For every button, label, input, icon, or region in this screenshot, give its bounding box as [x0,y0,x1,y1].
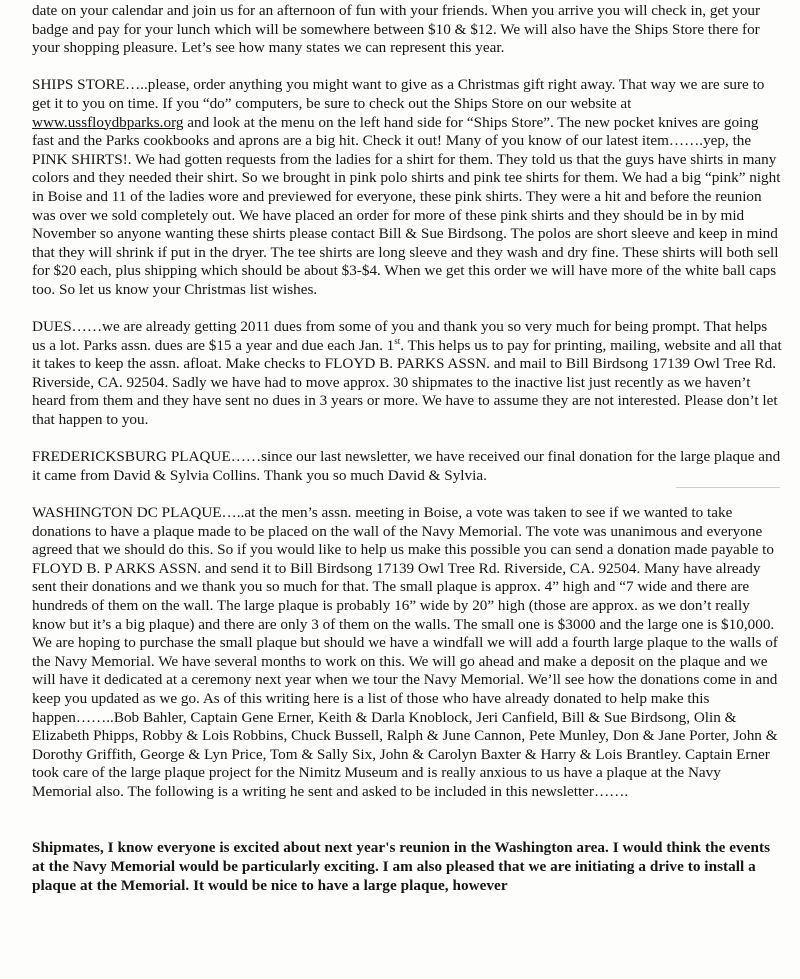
captain-letter-paragraph: Shipmates, I know everyone is excited about next year's reunion in the Washington area. I would think the events at the Navy Memorial would be particularly exciting. I am also pleased that we are initiating a drive to install a plaque at the Memorial. It would be nice to have a large plaque, however [32,838,771,895]
ships-store-text-start: SHIPS STORE…..please, order anything you might want to give as a Christmas gift right away. That way we are sure to get it to you on time. If you “do” computers, be sure to check out the Ships Store on our website at [32,76,765,112]
ships-store-paragraph [32,76,784,299]
intro-paragraph: date on your calendar and join us for an afternoon of fun with your friends. When you arrive you will check in, get your badge and pay for your lunch which will be somewhere between $10 & $12. We will also have the Ships Store there for your shopping pleasure. Let’s see how many states we can represent this year. [32,2,761,57]
newsletter-body [32,2,784,914]
dues-paragraph [32,318,784,430]
washington-plaque-paragraph: WASHINGTON DC PLAQUE…..at the men’s assn. meeting in Boise, a vote was taken to see if we wanted to take donations to have a plaque made to be placed on the wall of the Navy Memorial. The vote was unanimous and everyone agreed that we should do this. So if you would like to help us make this possible you can send a donation made payable to FLOYD B. P ARKS ASSN. and send it to Bill Birdsong 17139 Owl Tree Rd. Riverside, CA. 92504. Many have already sent their donations and we thank you so much for that. The small plaque is approx. 4” high and “7 wide and there are hundreds of them on the wall. The large plaque is probably 16” wide by 20” high (those are approx. as we don’t really know but it’s a big plaque) and there are only 3 of them on the walls. The small one is $3000 and the large one is $10,000. We are hoping to purchase the small plaque but should we have a windfall we will add a fourth large plaque to the walls of the Navy Memorial. We have several months to work on this. We will go ahead and make a deposit on the plaque and we will have it dedicated at a ceremony next year when we tour the Navy Memorial. We’ll see how the donations come in and keep you updated as we go. As of this writing here is a list of those who have already donated to help make this happen……..Bob Bahler, Captain Gene Erner, Keith & Darla Knoblock, Jeri Canfield, Bill & Sue Birdsong, Olin & Elizabeth Phipps, Robby & Lois Robbins, Chuck Bussell, Ralph & June Cannon, Pete Munley, Don & Jane Porter, John & Dorothy Griffith, George & Lyn Price, Tom & Sally Six, John & Carolyn Baxter & Harry & Lois Brantley. Captain Erner took care of the large plaque project for the Nimitz Museum and is really anxious to us have a plaque at the Navy Memorial also. The following is a writing he sent and asked to be included in this newsletter……. [32,504,778,800]
website-link[interactable]: www.ussfloydbparks.org [32,113,184,131]
dues-text-start: DUES……we are already getting 2011 dues from some of you and thank you so very much for being prompt. That helps us a lot. Parks assn. dues are $15 a year and due each Jan. 1 [32,318,768,354]
dues-text-end: . This helps us to pay for printing, mailing, website and all that it takes to keep the assn. afloat. Make checks to FLOYD B. PARKS ASSN. and mail to Bill Birdsong 17139 Owl Tree Rd. Riverside, CA. 92504. Sadly we have had to move approx. 30 shipmates to the inactive list just recently as we haven’t heard from them and they have sent no dues in 3 years or more. We have to assume they are not interested. Please don’t let that happen to you. [32,336,782,429]
ordinal-superscript: st [394,335,401,346]
ships-store-text-end: and look at the menu on the left hand side for “Ships Store”. The new pocket knives are going fast and the Parks cookbooks and aprons are a big hit. Check it out! Many of you know of our latest item…….yep, the PINK SHIRTS!. We had gotten requests from the ladies for a shirt for them. They told us that the guys have shirts in many colors and they needed their shirt. So we brought in pink polo shirts and pink tee shirts for them. We had a big “pink” night in Boise and 11 of the ladies wore and previewed for everyone, these pink shirts. They were a hit and before the reunion was over we sold completely out. We have placed an order for more of these pink shirts and they should be in by mid November so anyone wanting these shirts please contact Bill & Sue Birdsong. The polos are short sleeve and keep in mind that they will shrink if put in the dryer. The tee shirts are long sleeve and they wash and dry fine. These shirts will both sell for $20 each, plus shipping which should be about $3-$4. When we get this order we will have more of the white ball caps too. So let us know your Christmas list wishes. [32,113,781,298]
fredericksburg-plaque-paragraph: FREDERICKSBURG PLAQUE……since our last newsletter, we have received our final donation for the large plaque and it came from David & Sylvia Collins. Thank you so much David & Sylvia. [32,448,781,484]
